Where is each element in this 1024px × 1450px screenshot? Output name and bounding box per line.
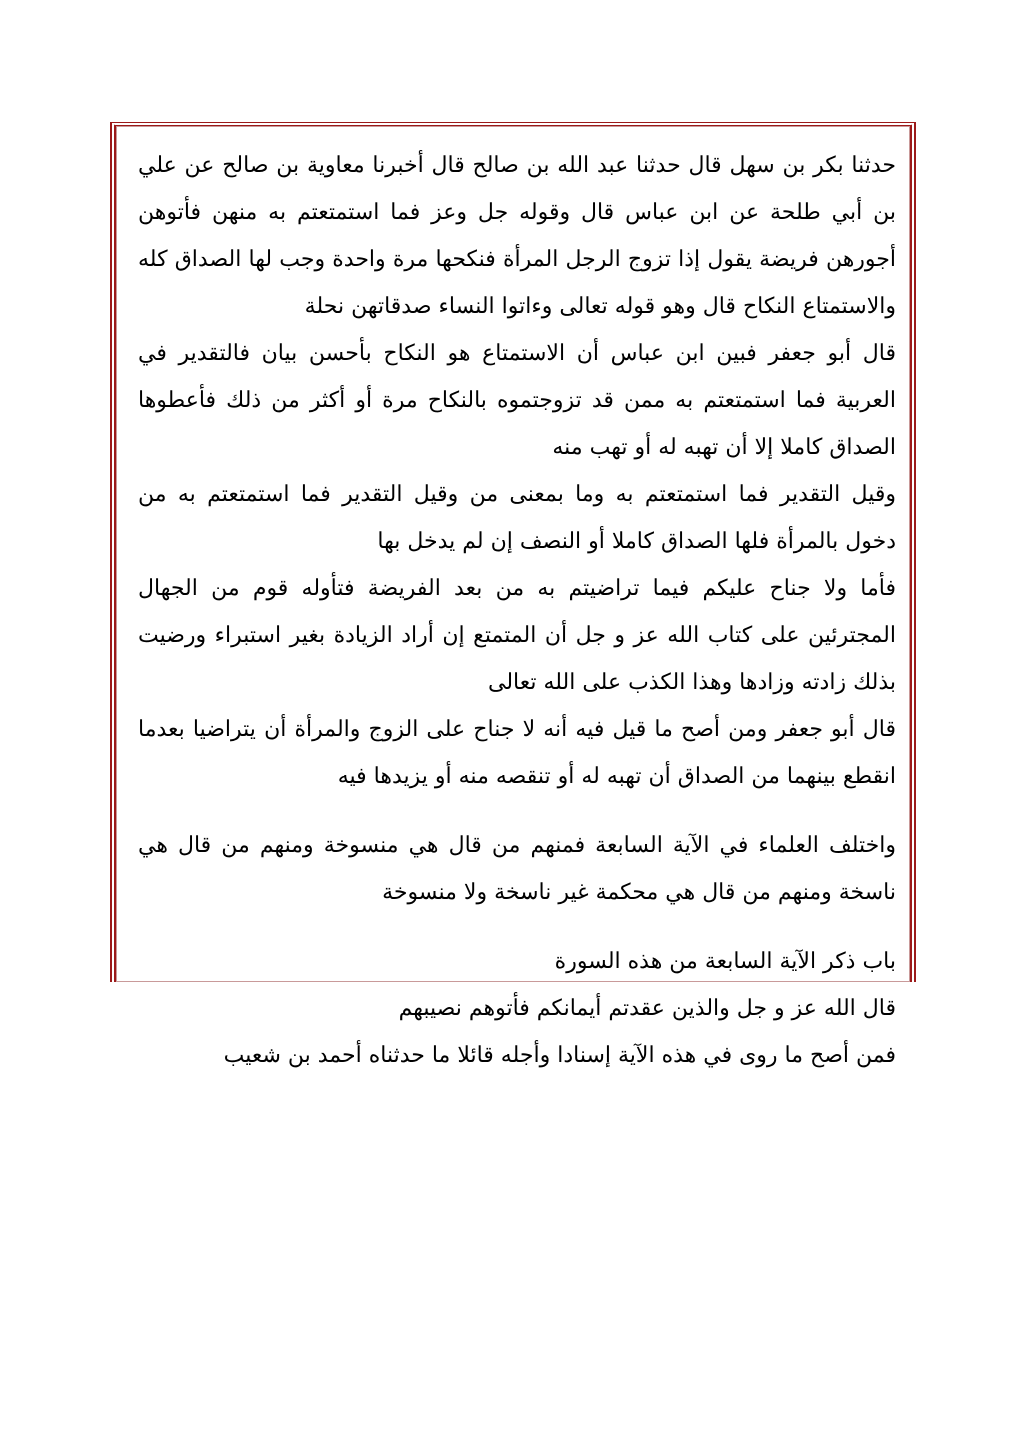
paragraph-quranic-verse: قال الله عز و جل والذين عقدتم أيمانكم فأتوهم نصيبهم	[398, 996, 896, 1021]
paragraph-asahh-riwaya: فمن أصح ما روى في هذه الآية إسنادا وأجله قائلا ما حدثناه أحمد بن شعيب	[223, 1043, 896, 1068]
page-frame	[110, 122, 916, 1068]
paragraph-la-junah: فأما ولا جناح عليكم فيما تراضيتم به من بعد الفريضة فتأوله قوم من الجهال المجترئين على كتاب الله عز و جل أن المتمتع إن أراد الزيادة بغير استبراء ورضيت بذلك زادته وزادها وهذا الكذب على الله تعالى	[138, 576, 896, 695]
paragraph-ikhtilaf-ulama: واختلف العلماء في الآية السابعة فمنهم من قال هي منسوخة ومنهم من قال هي ناسخة ومنهم من قال هي محكمة غير ناسخة ولا منسوخة	[138, 833, 896, 905]
section-heading-ayah-seven: باب ذكر الآية السابعة من هذه السورة	[554, 949, 896, 974]
paragraph-alternative-taqdir: وقيل التقدير فما استمتعتم به وما بمعنى من وقيل التقدير فما استمتعتم به من دخول بالمرأة فلها الصداق كاملا أو النصف إن لم يدخل بها	[138, 482, 896, 554]
paragraph-asahh-ma-qila: قال أبو جعفر ومن أصح ما قيل فيه أنه لا جناح على الزوج والمرأة أن يتراضيا بعدما انقطع بينهما من الصداق أن تهبه له أو تنقصه منه أو يزيدها فيه	[138, 717, 896, 789]
arabic-text-body	[138, 142, 896, 1079]
paragraph-isnad-ibn-abbas: حدثنا بكر بن سهل قال حدثنا عبد الله بن صالح قال أخبرنا معاوية بن صالح عن علي بن أبي طلحة عن ابن عباس قال وقوله جل وعز فما استمتعتم به منهن فأتوهن أجورهن فريضة يقول إذا تزوج الرجل المرأة فنكحها مرة واحدة وجب لها الصداق كله والاستمتاع النكاح قال وهو قوله تعالى وءاتوا النساء صدقاتهن نحلة	[138, 153, 896, 319]
paragraph-abu-jafar-explanation: قال أبو جعفر فبين ابن عباس أن الاستمتاع هو النكاح بأحسن بيان فالتقدير في العربية فما استمتعتم به ممن قد تزوجتموه بالنكاح مرة أو أكثر من ذلك فأعطوها الصداق كاملا إلا أن تهبه له أو تهب منه	[138, 341, 896, 460]
